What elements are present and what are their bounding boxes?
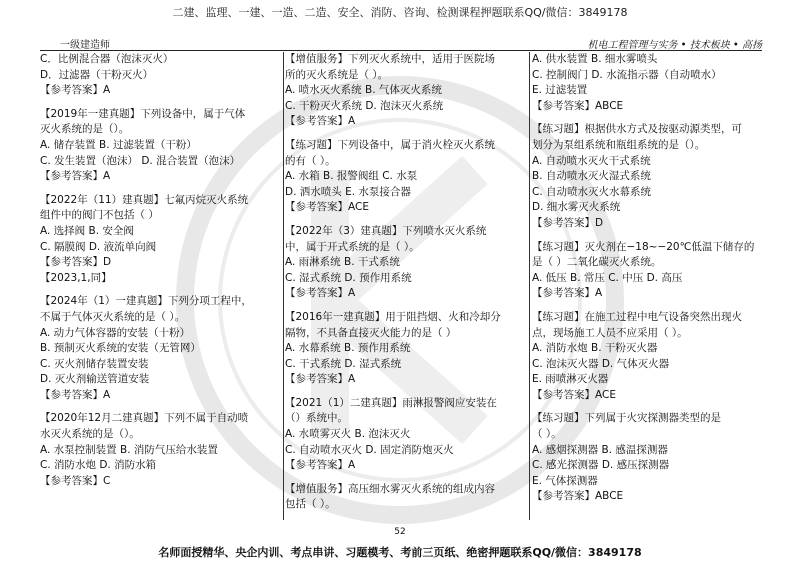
text-line: C. 感光探测器 D. 感压探测器 xyxy=(532,459,670,472)
text-line: 灭火系统的是（）。 xyxy=(40,123,130,136)
text-line: 所的灭火系统是（ ）。 xyxy=(285,68,389,81)
text-line: 【2022年（3）建真题】下列喷水灭火系统 xyxy=(285,224,487,237)
text-line: 【2019年一建真题】下列设备中，属于气体 xyxy=(40,107,246,120)
text-line: 【练习题】下列属于火灾探测器类型的是 xyxy=(532,412,721,425)
answer-line: 【参考答案】D xyxy=(40,256,112,269)
spacer xyxy=(40,403,285,411)
spacer xyxy=(285,302,530,310)
text-line: C. 消防水炮 D. 消防水箱 xyxy=(40,459,157,472)
text-line: 【2022年（11）建真题】七氟丙烷灭火系统 xyxy=(40,193,249,206)
answer-line: 【参考答案】A xyxy=(285,287,356,300)
column-1 xyxy=(40,52,285,489)
text-line: C. 干式系统 D. 湿式系统 xyxy=(285,357,402,370)
text-line: C. 泡沫灭火器 D. 气体灭火器 xyxy=(532,357,670,370)
text-line: A. 水泵控制装置 B. 消防气压给水装置 xyxy=(40,443,218,456)
text-line: C. 发生装置（泡沫） D. 混合装置（泡沫） xyxy=(40,154,241,167)
text-line: A. 水幕系统 B. 预作用系统 xyxy=(285,342,411,355)
text-line: 组件中的阀门不包括（ ） xyxy=(40,209,159,222)
text-line: A. 水喷雾灭火 B. 泡沫灭火 xyxy=(285,428,411,441)
text-line: E. 雨喷淋灭火器 xyxy=(532,373,609,386)
text-line: （ ）。 xyxy=(532,428,562,441)
text-line: 【2016年一建真题】用于阻挡烟、火和冷却分 xyxy=(285,310,501,323)
answer-line: 【参考答案】A xyxy=(285,373,356,386)
header-left: 一级建造师 xyxy=(60,40,110,51)
text-line: A. 喷水灭火系统 B. 气体灭火系统 xyxy=(285,84,442,97)
answer-line: 【参考答案】D xyxy=(532,216,604,229)
spacer xyxy=(532,232,764,240)
text-line: 【2023,1,同】 xyxy=(40,271,112,284)
text-line: 【2021（1）二建真题】雨淋报警阀应安装在 xyxy=(285,396,497,409)
answer-line: 【参考答案】A xyxy=(40,388,111,401)
page-number: 52 xyxy=(394,527,406,537)
text-line: B. 自动喷水灭火湿式系统 xyxy=(532,170,651,183)
text-line: D. 灭火剂输送管道安装 xyxy=(40,373,150,386)
text-line: 【练习题】在施工过程中电气设备突然出现火 xyxy=(532,310,742,323)
text-line: A. 选择阀 B. 安全阀 xyxy=(40,224,134,237)
text-line: E. 过滤装置 xyxy=(532,84,588,97)
text-line: D. 洒水喷头 E. 水泵接合器 xyxy=(285,185,411,198)
header-right: 机电工程管理与实务 • 技术板块 • 高扬 xyxy=(587,40,762,51)
answer-line: 【参考答案】A xyxy=(285,115,356,128)
text-line: A. 储存装置 B. 过滤装置（干粉） xyxy=(40,138,197,151)
text-line: A. 自动喷水灭火干式系统 xyxy=(532,154,651,167)
text-line: 【2020年12月二建真题】下列不属于自动喷 xyxy=(40,412,249,425)
spacer xyxy=(532,302,764,310)
text-line: C. 隔膜阀 D. 液流单向阀 xyxy=(40,240,157,253)
text-line: 的有（ ）。 xyxy=(285,154,336,167)
text-line: B. 预制灭火系统的安装（无管网） xyxy=(40,342,201,355)
text-line: E. 气体探测器 xyxy=(532,474,598,487)
text-line: C. 湿式系统 D. 预作用系统 xyxy=(285,271,412,284)
text-line: 【练习题】根据供水方式及按驱动源类型，可 xyxy=(532,123,742,136)
text-line: C. 干粉灭火系统 D. 泡沫灭火系统 xyxy=(285,99,444,112)
text-line: 水灭火系统的是（）。 xyxy=(40,428,140,441)
answer-line: 【参考答案】ACE xyxy=(532,388,616,401)
text-line: D．过滤器（干粉灭火） xyxy=(40,68,154,81)
answer-line: 【参考答案】ACE xyxy=(285,201,369,214)
text-line: C．比例混合器（泡沫灭火） xyxy=(40,53,174,65)
top-banner: 二建、监理、一建、一造、二造、安全、消防、咨询、检测课程押题联系QQ/微信：3849178 xyxy=(172,6,628,19)
answer-line: 【参考答案】A xyxy=(40,84,111,97)
text-line: 不属于气体灭火系统的是（ ）。 xyxy=(40,310,186,323)
text-line: A. 消防水炮 B. 干粉灭火器 xyxy=(532,342,658,355)
text-line: A. 低压 B. 常压 C. 中压 D. 高压 xyxy=(532,271,683,284)
text-line: 【练习题】下列设备中，属于消火栓灭火系统 xyxy=(285,138,495,151)
column-3 xyxy=(532,52,764,505)
spacer xyxy=(285,216,530,224)
bottom-banner: 名师面授精华、央企内训、考点串讲、习题模考、考前三页纸、绝密押题联系QQ/微信：3849178 xyxy=(158,546,642,559)
text-line: C. 自动喷水灭火 D. 固定消防炮灭火 xyxy=(285,443,454,456)
text-line: 【增值服务】高压细水雾灭火系统的组成内容 xyxy=(285,482,495,495)
spacer xyxy=(285,130,530,138)
answer-line: 【参考答案】C xyxy=(40,474,111,487)
text-line: A. 供水装置 B. 细水雾喷头 xyxy=(532,53,658,65)
text-line: 点，现场施工人员不应采用（ ）。 xyxy=(532,326,688,339)
text-line: C. 自动喷水灭火水幕系统 xyxy=(532,185,652,198)
answer-line: 【参考答案】A xyxy=(532,287,603,300)
spacer xyxy=(40,99,285,107)
text-line: 隔物，不具备直接灭火能力的是（ ） xyxy=(285,326,457,339)
text-line: C. 控制阀门 D. 水流指示器（自动喷水） xyxy=(532,68,722,81)
spacer xyxy=(40,185,285,193)
text-line: 是（ ）二氧化碳灭火系统。 xyxy=(532,256,662,269)
spacer xyxy=(532,114,764,122)
text-line: 【练习题】灭火剂在−18~−20℃低温下储存的 xyxy=(532,240,755,253)
text-line: C. 灭火剂储存装置安装 xyxy=(40,357,149,370)
answer-line: 【参考答案】ABCE xyxy=(532,99,624,112)
spacer xyxy=(285,474,530,482)
text-line: A. 动力气体容器的安装（十粉） xyxy=(40,326,191,339)
answer-line: 【参考答案】ABCE xyxy=(532,490,624,503)
text-line: A. 雨淋系统 B. 干式系统 xyxy=(285,256,400,269)
header-divider xyxy=(40,50,762,51)
spacer xyxy=(285,388,530,396)
text-line: 中，属于开式系统的是（ ）。 xyxy=(285,240,420,253)
column-2 xyxy=(285,52,530,513)
text-line: 【增值服务】下列灭火系统中，适用于医院场 xyxy=(285,53,495,65)
spacer xyxy=(532,403,764,411)
spacer xyxy=(40,286,285,294)
text-line: A. 水箱 B. 报警阀组 C. 水泵 xyxy=(285,170,418,183)
answer-line: 【参考答案】A xyxy=(285,459,356,472)
text-line: 划分为泵组系统和瓶组系统的是（）。 xyxy=(532,138,706,151)
text-line: D. 细水雾灭火系统 xyxy=(532,201,621,214)
text-line: （）系统中。 xyxy=(285,412,348,425)
text-line: A. 感烟探测器 B. 感温探测器 xyxy=(532,443,668,456)
text-line: 包括（ ）。 xyxy=(285,498,336,511)
text-line: 【2024年（1）一建真题】下列分项工程中， xyxy=(40,295,252,308)
answer-line: 【参考答案】A xyxy=(40,170,111,183)
